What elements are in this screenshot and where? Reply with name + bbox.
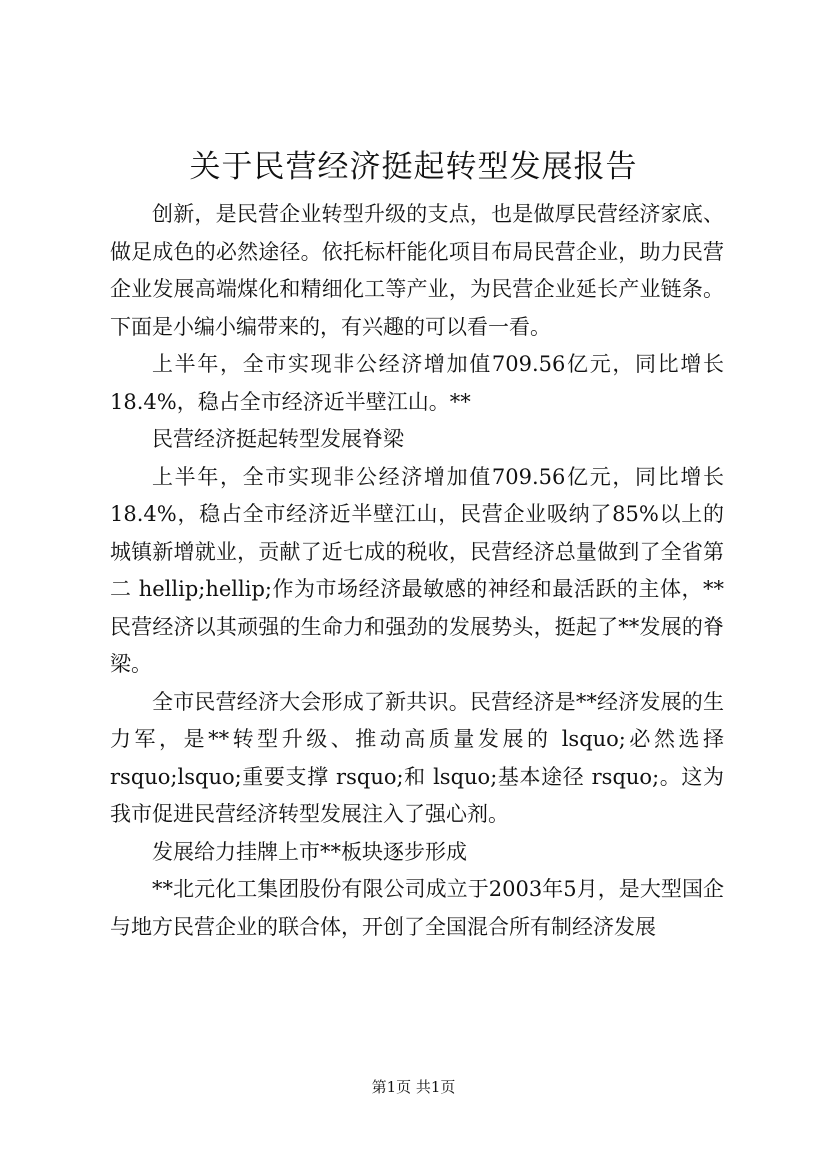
- section-heading: 民营经济挺起转型发展脊梁: [152, 427, 404, 451]
- section-heading: 发展给力挂牌上市**板块逐步形成: [152, 839, 467, 864]
- document-title: 关于民营经济挺起转型发展报告: [189, 149, 638, 185]
- page-footer: 第1页 共1页: [371, 1078, 456, 1096]
- paragraph: 创新，是民营企业转型升级的支点，也是做厚民营经济家底、做足成色的必然途径。依托标杆能化项目布局民营企业，助力民营企业发展高端煤化和精细化工等产业，为民营企业延长产业链条。下面是小编小编带来的，有兴趣的可以看一看。: [110, 202, 724, 339]
- paragraph: 上半年，全市实现非公经济增加值709.56亿元，同比增长18.4%，稳占全市经济近半壁江山，民营企业吸纳了85%以上的城镇新增就业，贡献了近七成的税收，民营经济总量做到了全省第二 hellip;hellip;作为市场经济最敏感的神经和最活跃的主体，**民营经济以其顽强的生命力和强劲的发展势头，挺起了**发展的脊梁。: [110, 464, 724, 676]
- paragraph: **北元化工集团股份有限公司成立于2003年5月，是大型国企与地方民营企业的联合体，开创了全国混合所有制经济发展: [110, 877, 724, 939]
- paragraph: 上半年，全市实现非公经济增加值709.56亿元，同比增长18.4%，稳占全市经济近半壁江山。**: [110, 352, 724, 414]
- paragraph: 全市民营经济大会形成了新共识。民营经济是**经济发展的生力军，是**转型升级、推动高质量发展的 lsquo;必然选择 rsquo;lsquo;重要支撑 rsquo;和 lsquo;基本途径 rsquo;。这为我市促进民营经济转型发展注入了强心剂。: [110, 689, 724, 826]
- document-body: [110, 196, 724, 946]
